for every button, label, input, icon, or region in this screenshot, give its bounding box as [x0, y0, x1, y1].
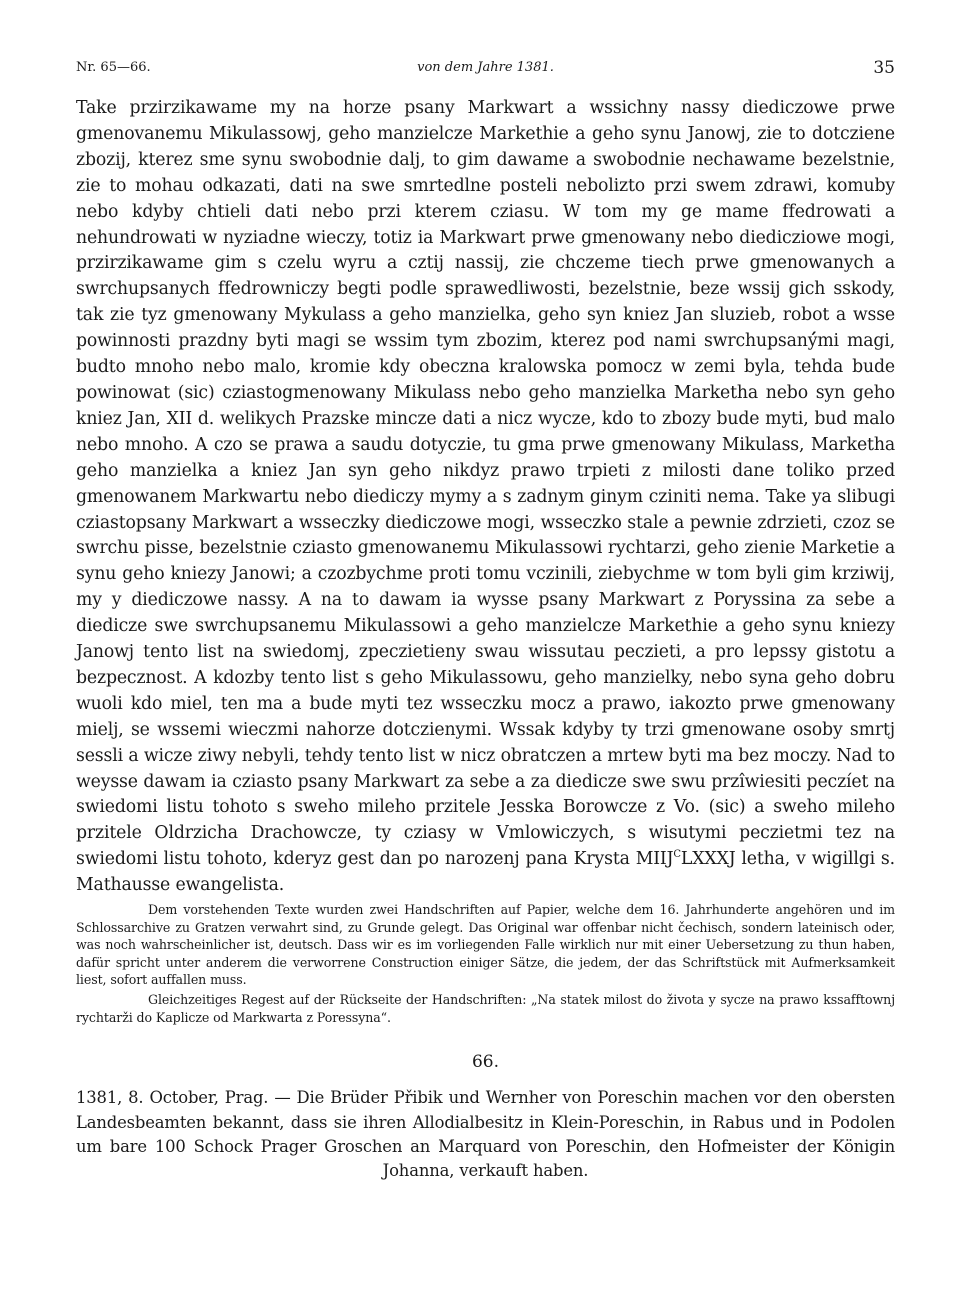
document-number: 66. [471, 1052, 500, 1073]
main-paragraph [76, 96, 895, 899]
document-page [76, 52, 895, 1184]
page-number: 35 [873, 58, 895, 78]
document-numbers: Nr. 65—66. [76, 60, 151, 75]
main-text [76, 96, 895, 899]
footnote-1: Dem vorstehenden Texte wurden zwei Handschriften auf Papier, welche dem 16. Jahrhunderte angehören und im Schlossarchive zu Gratzen verwahrt sind, zu Grunde gelegt. Das Original war offenbar nicht čechisch, sondern lateinisch oder, was noch wahrscheinlicher ist, deutsch. Dass wir es im vorliegenden Falle wirklich nur mit einer Uebersetzung zu thun haben, dafür spricht unter anderem die verworrene Construction einiger Sätze, die jedem, der das Schriftstück mit Aufmerksamkeit liest, sofort auffallen muss. [76, 902, 895, 988]
main-text-part1: Take przirzikawame my na horze psany Markwart a wssichny nassy diediczowe prwe gmenovanemu Mikulassowj, geho manzielcze Markethie a geho synu Janowj, zie to dotcziene zbozij, kterez sme synu swobodnie dalj, to gim dawame a swobodnie nechawame bezelstnie, zie to mohau odkazati, dati na swe smrtedlne posteli nebolizto przi swem zdrawi, komuby nebo kdyby chtieli dati nebo przi kterem cziasu. W tom my ge mame ffedrowati a nehundrowati w nyziadne wieczy, totiz ia Markwart prwe gmenowany nebo diedicziowe mogi, przirzikawame gim s czelu wyru a cztij nassij, zie chczeme tiech prwe gmenowanych a swrchupsanych ffedrowniczy begti podle sprawedliwosti, bezelstnie, beze wssij gich sskody, tak zie tyz gmenowany Mykulass a geho manzielka, geho syn kniez Jan sluzieb, robot a wsse powinnosti prazdny byti magi se wssim tym zbozim, kterez pod nami swrchupsaný́mi magi, budto mnoho nebo malo, kromie kdy obeczna kralowska pomocz w zemi byla, tehda bude powinowat (sic) cziastogmenowany Mikulass nebo geho manzielka Marketha nebo syn geho kniez Jan, XII d. welikych Prazske mincze dati a nicz wycze, kdo to zbozy bude myti, bud malo nebo mnoho. A czo se prawa a saudu dotyczie, tu gma prwe gmenowany Mikulass, Marketha geho manzielka a kniez Jan syn geho nikdyz prawo trpieti z milosti dane toliko przed gmenowanem Markwartu nebo diediczy mymy a s zadnym ginym cziniti nema. Take ya slibugi cziastopsany Markwart a wsseczky diediczowe mogi, wsseczko stale a pewnie zdrzieti, czoz se swrchu pisse, bezelstnie cziasto gmenowanemu Mikulassowi rychtarzi, geho zienie Marketie a synu geho kniezy Janowi; a czozbychme proti tomu vczinili, ziebychme w tom byli gim krziwij, my y diediczowe nassy. A na to dawam ia wysse psany Markwart z Poryssina za sebe a diedicze swe swrchupsanemu Mikulassowi a geho manzielcze Markethie a geho synu kniezy Janowj tento list na swiedomj, zpeczietieny swau wissutau peczieti, a pro lepssy gistotu a bezpecznost. A kdozby tento list s geho Mikulassowu, geho manzielky, nebo syna geho dobru wuoli kdo miel, ten ma a bude myti tez wsseczku mocz a prawo, iakozto prwe gmenowany mielj, se wssemi wieczmi nahorze dotczienymi. Wssak kdyby ty trzi gmenowane osoby smrtj sessli a wicze ziwy nebyli, tehdy tento list w nicz obratczen a mrtew byti ma bez moczy. Nad to weysse dawam ia cziasto psany Markwart za sebe a za diedicze swe swu przîwiesiti peczíet na swiedomi listu tohoto s sweho mileho przitele Jesska Borowcze z Vo. (sic) a sweho mileho przitele Oldrzicha Drachowcze, ty cziasy w Vmlowiczych, s wisutymi peczietmi tez na swiedomi listu tohoto, kderyz gest dan po narozenj pana Krysta MIIJ [76, 98, 895, 870]
running-title: von dem Jahre 1381. [417, 60, 554, 75]
main-text-part2: LXXXJ letha, v wigillgi s. Mathausse ewangelista. [76, 849, 895, 896]
regest-summary: 1381, 8. October, Prag. — Die Brüder Přibik und Wernher von Poreschin machen vor den obersten Landesbeamten bekannt, dass sie ihren Allodialbesitz in Klein-Poreschin, in Rabus und in Podolen um bare 100 Schock Prager Groschen an Marquard von Poreschin, den Hofmeister der Königin Johanna, verkauft haben. [76, 1088, 895, 1181]
footnote-2: Gleichzeitiges Regest auf der Rückseite der Handschriften: „Na statek milost do života y sycze na prawo kssafftownj rychtarži do Kaplicze od Markwarta z Poressyna“. [76, 992, 895, 1025]
running-header [76, 52, 895, 82]
superscript-c: C [673, 849, 681, 861]
